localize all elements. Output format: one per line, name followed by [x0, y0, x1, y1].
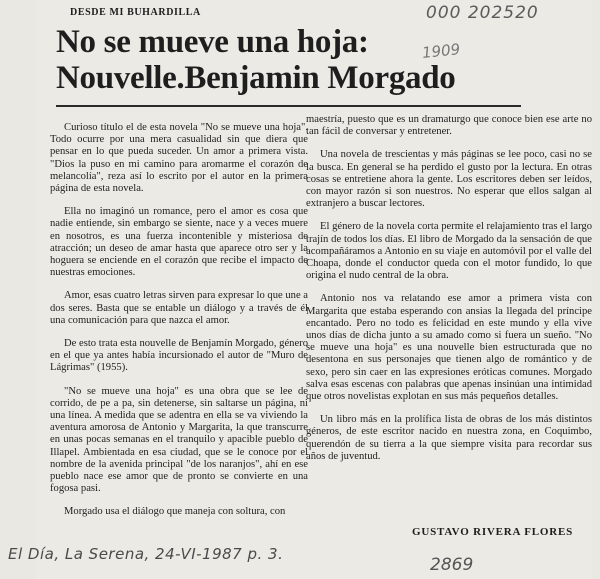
paragraph: El género de la novela corta permite el relajamiento tras el largo trajín de todos los días. El libro de Morgado da la sensación de que acompañáramos a Antonio en su viaje en automóvil por el valle del Choapa, donde el conductor queda con el motor fundido, lo que origina el nudo central de la obra. — [306, 221, 592, 282]
source-note-handwritten: El Día, La Serena, 24-VI-1987 p. 3. — [8, 545, 284, 563]
headline-rule — [56, 105, 521, 107]
paragraph: Una novela de trescientas y más páginas se lee poco, casi no se la busca. En general se ha perdido el gusto por la lectura. En otras cosas se entretiene ahora la gente. Los escritores deben ser leídos, con mayor razón si son nuestros. No esperar que ellos salgan al extranjero a buscar lectores. — [306, 149, 592, 210]
headline — [56, 24, 526, 96]
headline-line-1: No se mueve una hoja: — [56, 24, 369, 60]
catalog-number-handwritten: 000 202520 — [426, 3, 539, 23]
paragraph: Curioso título el de esta novela "No se mueve una hoja". Todo ocurre por una mera casualidad sin que diera que pensar en lo que pueda suceder. Un amor a primera vista. "Dios la puso en mi camino para aromarme el corazón de melancolía", reza así lo escrito por el autor en la primera página de esta novela. — [50, 122, 308, 195]
paragraph: Morgado usa el diálogo que maneja con soltura, con — [64, 506, 286, 518]
paragraph: maestría, puesto que es un dramaturgo que conoce bien ese arte no tan fácil de conversar y entretener. — [306, 114, 592, 138]
paragraph: Ella no imaginó un romance, pero el amor es cosa que nadie entiende, sin embargo se siente, nace y a veces muere en nosotros, es una fuerza incontenible y misteriosa de atracción; un deseo de amar hasta que aparece otro ser y la hoguera se enciende en el corazón que recibe el impacto de nuestras emociones. — [50, 206, 308, 279]
author-signature: GUSTAVO RIVERA FLORES — [412, 526, 574, 538]
right-column — [306, 114, 592, 463]
paragraph: De esto trata esta nouvelle de Benjamín Morgado, género en el que ya antes había incursionado el autor de "Muro de Lágrimas" (1955). — [50, 338, 308, 374]
headline-line-2: Nouvelle.Benjamin Morgado — [56, 60, 456, 96]
page-number-handwritten: 2869 — [430, 555, 474, 575]
section-label: DESDE MI BUHARDILLA — [70, 7, 201, 18]
paragraph: "No se mueve una hoja" es una obra que se lee de corrido, de pe a pa, sin detenerse, sin saltarse un página, ni una línea. A medida que se adentra en ella se va viviendo la aventura amorosa de Antonio y Margarita, la que transcurre en unas pocas semanas en el tranquilo y apacible pueblo de Illapel. Ambientada en esa ciudad, que se le conoce por el nombre de la avenida principal "de los naranjos", ahí en ese pueblo nace ese amor que de pronto se convierte en una fogosa pasi. — [50, 385, 308, 495]
paragraph: Antonio nos va relatando ese amor a primera vista con Margarita que estaba esperando con ansias la llegada del príncipe encantado. Pero no todo es felicidad en este mundo y ella vive unos días de dicha junto a su amado como si fuera un sueño. "No se mueve una hoja" es una nouvelle bien estructurada que no desentona en sus personajes que tienen algo de romántico y de sexo, pero sin caer en las expresiones eróticas comunes. Morgado salva esas escenas con palabras que apenas insinúan una intimidad que otros novelistas explotan en sus más pequeños detalles. — [306, 293, 592, 403]
year-handwritten: 1909 — [421, 40, 462, 62]
paragraph: Un libro más en la prolífica lista de obras de los más distintos géneros, de este escritor nacido en nuestra zona, en Coquimbo, querendón de su tierra a la que siempre visita para recordar sus años de juventud. — [306, 414, 592, 462]
left-column — [50, 122, 308, 519]
paragraph: Amor, esas cuatro letras sirven para expresar lo que une a dos seres. Basta que se entable un diálogo y a través de él una comunicación para que nazca el amor. — [50, 290, 309, 326]
